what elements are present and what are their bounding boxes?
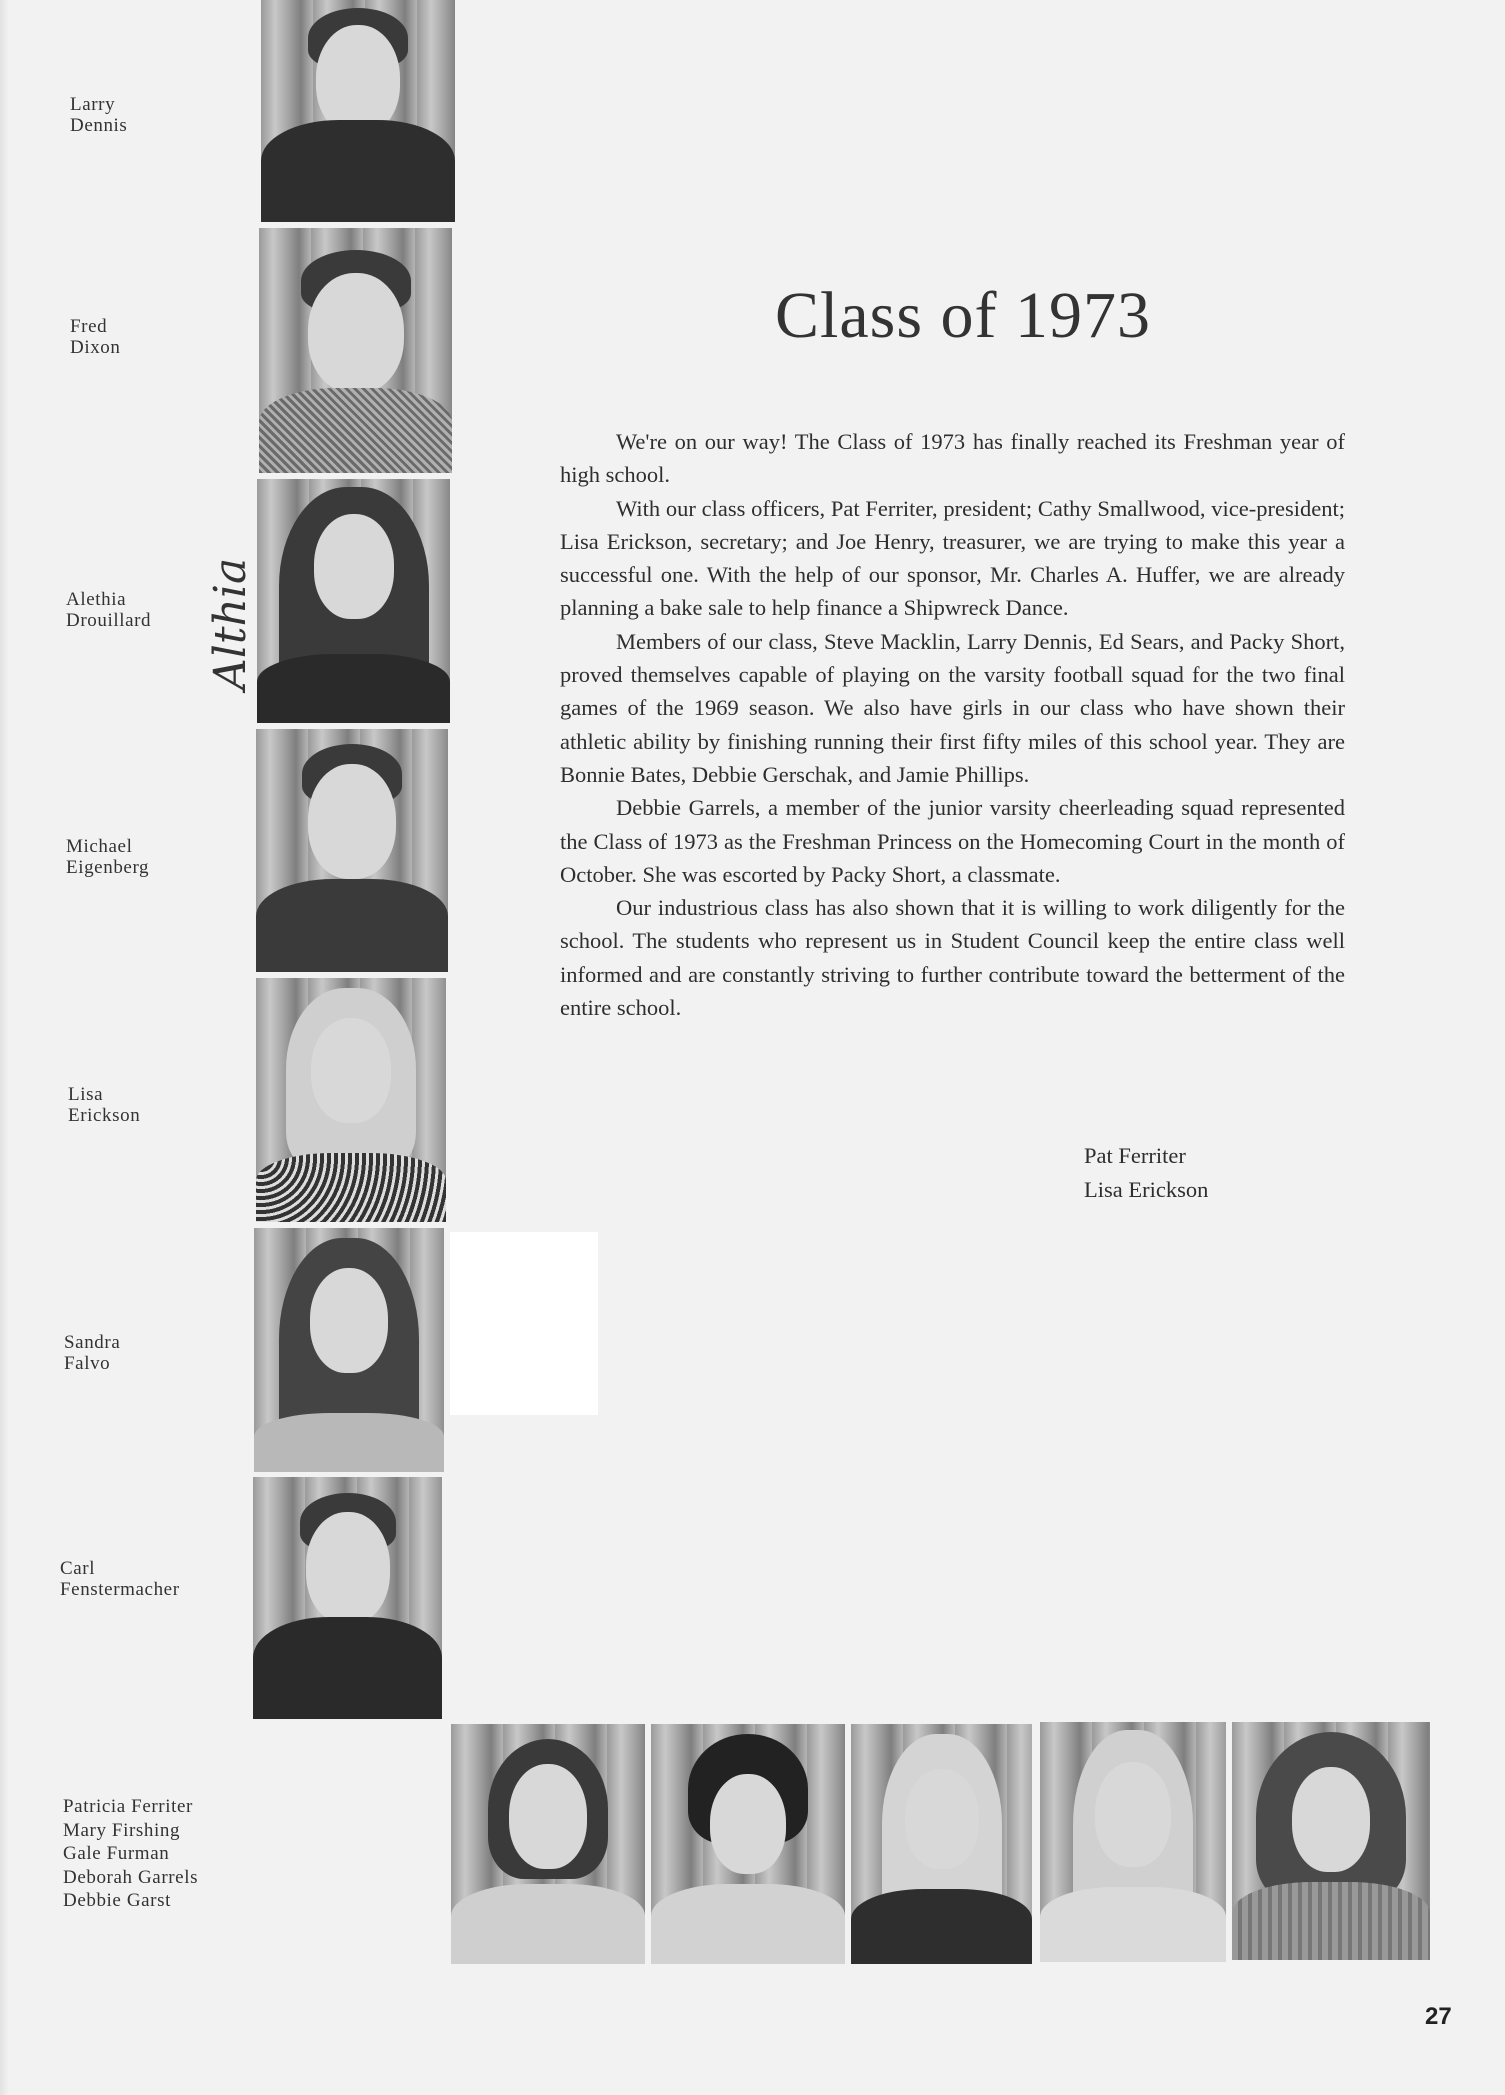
- bottom-row-names: [63, 1795, 198, 1913]
- portrait-photo-carl-fenstermacher: [253, 1477, 442, 1719]
- portrait-photo-debbie-garst: [1232, 1722, 1430, 1960]
- name-label-michael-eigenberg: [66, 836, 149, 878]
- portrait-photo-fred-dixon: [259, 228, 452, 473]
- first-name: Larry: [70, 94, 116, 115]
- last-name: Falvo: [64, 1353, 111, 1374]
- first-name: Michael: [66, 836, 133, 857]
- portrait-photo-deborah-garrels: [1040, 1722, 1226, 1962]
- last-name: Drouillard: [66, 610, 152, 631]
- name-label-fred-dixon: [70, 316, 121, 358]
- article-paragraph: We're on our way! The Class of 1973 has finally reached its Freshman year of high school.: [560, 429, 1345, 488]
- name-label-lisa-erickson: [68, 1084, 140, 1126]
- article-paragraph: With our class officers, Pat Ferriter, president; Cathy Smallwood, vice-president; Lisa Erickson, secretary; and Joe Henry, treasurer, we are trying to make this year a successful one. With the help of our sponsor, Mr. Charles A. Huffer, we are already planning a bake sale to help finance a Shipwreck Dance.: [560, 495, 1345, 621]
- first-name: Sandra: [64, 1332, 121, 1353]
- last-name: Fenstermacher: [60, 1579, 180, 1600]
- bottom-name: Mary Firshing: [63, 1819, 181, 1841]
- bottom-name: Debbie Garst: [63, 1890, 171, 1911]
- name-label-carl-fenstermacher: [60, 1558, 180, 1600]
- bottom-name: Deborah Garrels: [63, 1866, 199, 1888]
- first-name: Fred: [70, 316, 108, 337]
- signature-lisa-erickson: Lisa Erickson: [1084, 1177, 1209, 1202]
- last-name: Erickson: [68, 1105, 141, 1126]
- portrait-photo-michael-eigenberg: [256, 729, 448, 972]
- page-number: 27: [1425, 2003, 1452, 2030]
- first-name: Carl: [60, 1558, 96, 1579]
- first-name: Lisa: [68, 1084, 104, 1105]
- portrait-photo-gale-furman: [851, 1724, 1032, 1964]
- portrait-photo-mary-firshing: [651, 1724, 845, 1964]
- last-name: Eigenberg: [66, 857, 150, 878]
- article-paragraph: Debbie Garrels, a member of the junior varsity cheerleading squad represented the Class of 1973 as the Freshman Princess on the Homecoming Court in the month of October. She was escorted by Packy Short, a classmate.: [560, 795, 1345, 887]
- first-name: Alethia: [66, 589, 127, 610]
- portrait-photo-larry-dennis: [261, 0, 455, 222]
- portrait-photo-lisa-erickson: [256, 978, 446, 1222]
- name-label-alethia-drouillard: [66, 589, 151, 631]
- last-name: Dixon: [70, 337, 121, 358]
- portrait-photo-patricia-ferriter: [451, 1724, 645, 1964]
- article-paragraph: Our industrious class has also shown that it is willing to work diligently for the school. The students who represent us in Student Council keep the entire class well informed and are constantly striving to further contribute toward the betterment of the entire school.: [560, 895, 1345, 1021]
- page-binding-edge: [0, 0, 8, 2095]
- bottom-name: Gale Furman: [63, 1843, 170, 1864]
- portrait-photo-sandra-falvo: [254, 1228, 444, 1472]
- bottom-name: Patricia Ferriter: [63, 1796, 193, 1817]
- article-paragraph: Members of our class, Steve Macklin, Larry Dennis, Ed Sears, and Packy Short, proved themselves capable of playing on the varsity football squad for the two final games of the 1969 season. We also have girls in our class who have shown their athletic ability by finishing running their first fifty miles of this school year. They are Bonnie Bates, Debbie Gerschak, and Jamie Phillips.: [560, 628, 1345, 787]
- page-title: Class of 1973: [775, 279, 1151, 352]
- signature-pat-ferriter: Pat Ferriter: [1084, 1143, 1186, 1168]
- handwritten-autograph: Althia: [205, 557, 256, 690]
- name-label-sandra-falvo: [64, 1332, 120, 1374]
- name-label-larry-dennis: [70, 94, 127, 136]
- class-article: [560, 425, 1345, 1024]
- portrait-photo-alethia-drouillard: [257, 479, 450, 723]
- last-name: Dennis: [70, 115, 128, 136]
- blank-white-patch: [450, 1232, 598, 1415]
